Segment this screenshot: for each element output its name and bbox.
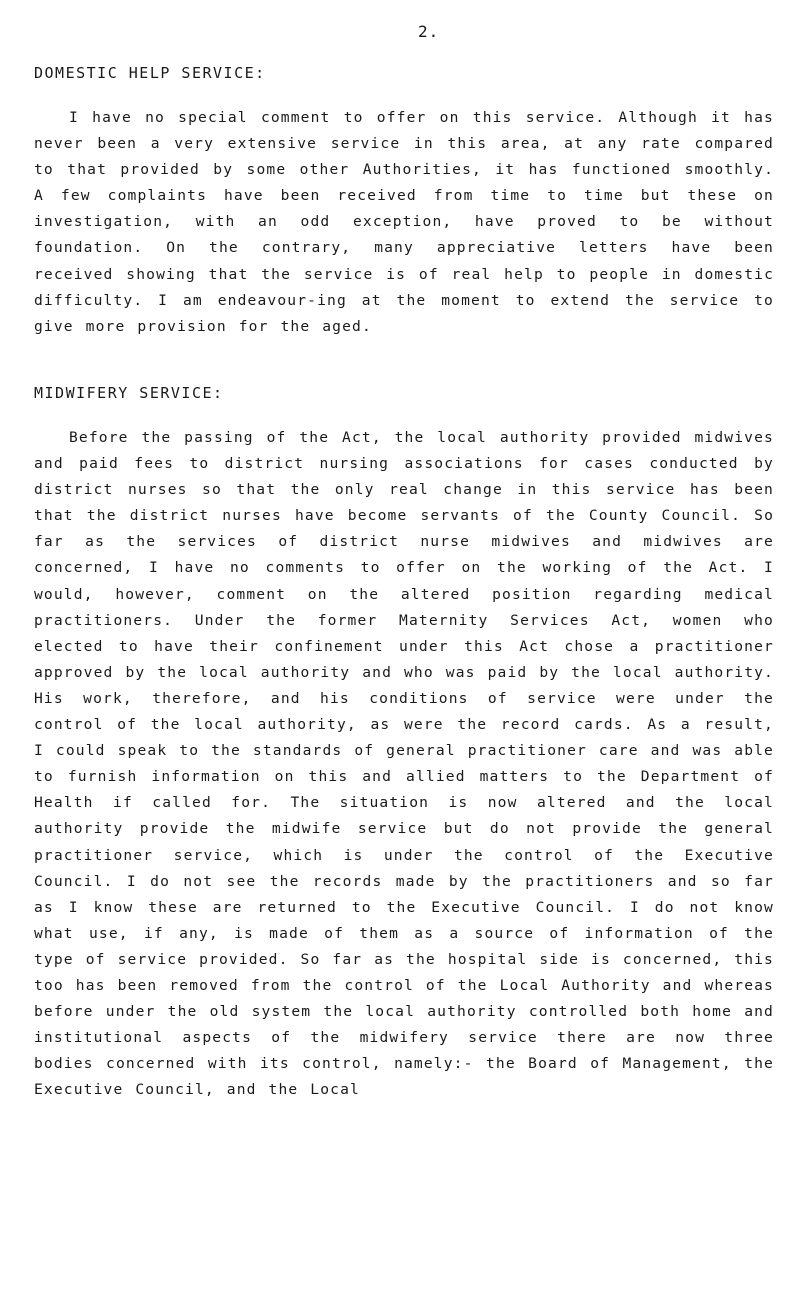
domestic-help-section	[34, 64, 774, 340]
domestic-help-heading: DOMESTIC HELP SERVICE:	[34, 64, 266, 82]
domestic-help-paragraph: I have no special comment to offer on this service. Although it has never been a very extensive service in this area, at any rate compared to that provided by some other Authorities, it has functioned smoothly. A few complaints have been received from time to time but these on investigation, with an odd exception, have proved to be without foundation. On the contrary, many appreciative letters have been received showing that the service is of real help to people in domestic difficulty. I am endeavour-ing at the moment to extend the service to give more provision for the aged.	[34, 109, 774, 335]
midwifery-paragraph: Before the passing of the Act, the local authority provided midwives and paid fees to district nursing associations for cases conducted by district nurses so that the only real change in this service has been that the district nurses have become servants of the County Council. So far as the services of district nurse midwives and midwives are concerned, I have no comments to offer on the working of the Act. I would, however, comment on the altered position regarding medical practitioners. Under the former Maternity Services Act, women who elected to have their confinement under this Act chose a practitioner approved by the local authority and who was paid by the local authority. His work, therefore, and his conditions of service were under the control of the local authority, as were the record cards. As a result, I could speak to the standards of general practitioner care and was able to furnish information on this and allied matters to the Department of Health if called for. The situation is now altered and the local authority provide the midwife service but do not provide the general practitioner service, which is under the control of the Executive Council. I do not see the records made by the practitioners and so far as I know these are returned to the Executive Council. I do not know what use, if any, is made of them as a source of information of the type of service provided. So far as the hospital side is concerned, this too has been removed from the control of the Local Authority and whereas before under the old system the local authority controlled both home and institutional aspects of the midwifery service there are now three bodies concerned with its control, namely:- the Board of Management, the Executive Council, and the Local	[34, 429, 774, 1099]
midwifery-heading: MIDWIFERY SERVICE:	[34, 384, 224, 402]
midwifery-section	[34, 384, 774, 1103]
page-number: 2.	[418, 22, 440, 41]
